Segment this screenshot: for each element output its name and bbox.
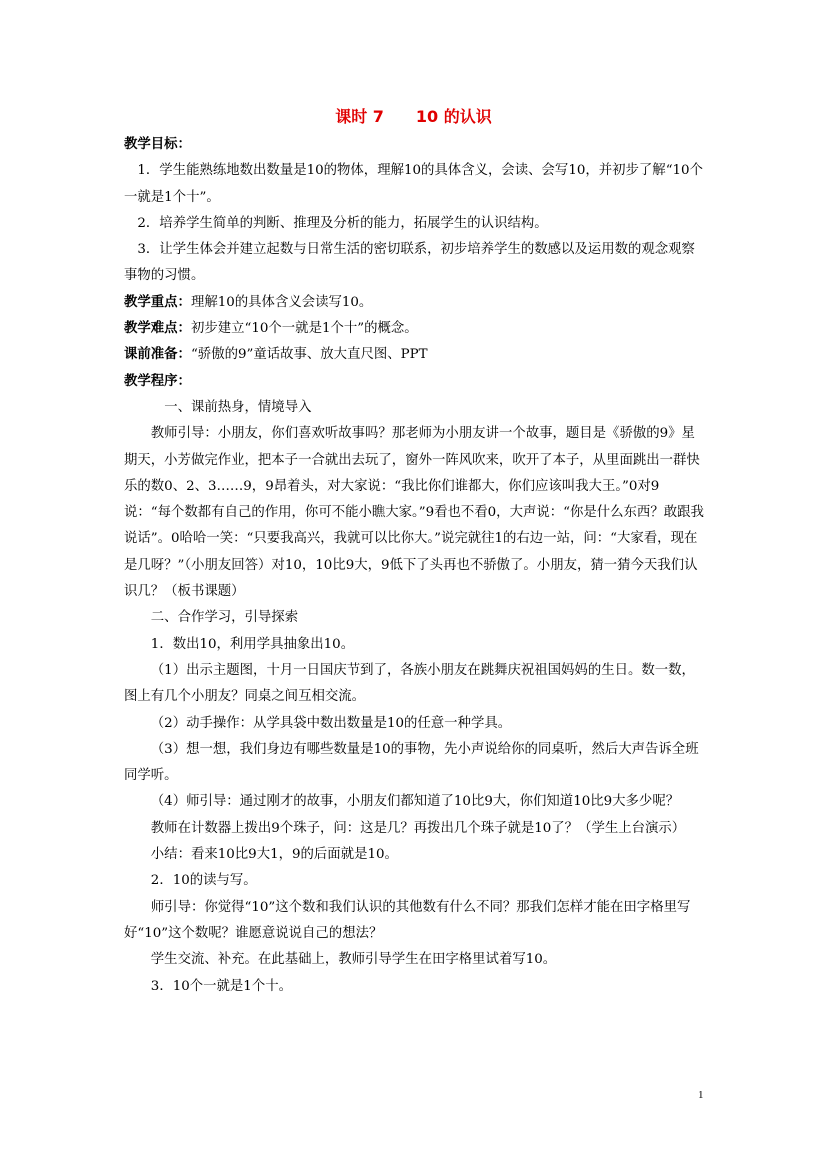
step-2-exchange: 学生交流、补充。在此基础上，教师引导学生在田字格里试着写10。 xyxy=(150,952,557,968)
step-3: 3．10个一就是1个十。 xyxy=(150,978,292,994)
counter-demo: 教师在计数器上拨出9个珠子，问：这是几？再拨出几个珠子就是10了？（学生上台演示） xyxy=(150,820,686,836)
story-paragraph: 教师引导：小朋友，你们喜欢听故事吗？那老师为小朋友讲一个故事，题目是《骄傲的9》星期天，小芳做完作业，把本子一合就出去玩了，窗外一阵风吹来，吹开了本子，从里面跳出一群快乐的数0、2、3……9，9昂着头，对大家说：“我比你们谁都大，你们应该叫我大王。”0对9说：“每个数都有自己的作用，你可不能小瞧大家。”9看也不看0，大声说：“你是什么东西？敢跟我说话”。0哈哈一笑：“只要我高兴，我就可以比你大。”说完就往1的右边一站，问：“大家看，现在是几呀？”（小朋友回答）对10，10比9大，9低下了头再也不骄傲了。小朋友，猜一猜今天我们认识几？（板书课题） xyxy=(124,426,704,600)
step-1-1: （1）出示主题图，十月一日国庆节到了，各族小朋友在跳舞庆祝祖国妈妈的生日。数一数，图上有几个小朋友？同桌之间互相交流。 xyxy=(124,662,695,705)
objective-item-2: 2．培养学生简单的判断、推理及分析的能力，拓展学生的认识结构。 xyxy=(137,215,548,231)
key-point xyxy=(124,290,706,316)
summary: 小结：看来10比9大1，9的后面就是10。 xyxy=(150,847,398,863)
document-body xyxy=(124,132,706,1000)
difficulty-text: 初步建立“10个一就是1个十”的概念。 xyxy=(190,321,418,337)
step-1-4: （4）师引导：通过刚才的故事，小朋友们都知道了10比9大，你们知道10比9大多少呢？ xyxy=(150,794,680,810)
preparation-label: 课前准备： xyxy=(124,347,191,363)
difficulty xyxy=(124,316,706,342)
objective-item-1: 1．学生能熟练地数出数量是10的物体，理解10的具体含义，会读、会写10，并初步了解“10个一就是1个十”。 xyxy=(124,163,703,205)
step-1-2: （2）动手操作：从学具袋中数出数量是10的任意一种学具。 xyxy=(150,715,512,731)
step-2: 2．10的读与写。 xyxy=(150,873,257,889)
section-heading-1: 一、课前热身，情境导入 xyxy=(164,399,312,415)
step-1-3: （3）想一想，我们身边有哪些数量是10的事物，先小声说给你的同桌听，然后大声告诉全班同学听。 xyxy=(124,741,699,784)
section-heading-2: 二、合作学习，引导探索 xyxy=(150,610,299,626)
difficulty-label: 教学难点： xyxy=(124,321,191,337)
procedure-heading: 教学程序： xyxy=(124,373,191,389)
preparation xyxy=(124,342,706,368)
objective-item-3: 3．让学生体会并建立起数与日常生活的密切联系，初步培养学生的数感以及运用数的观念观察事物的习惯。 xyxy=(124,242,695,284)
preparation-text: “骄傲的9”童话故事、放大直尺图、PPT xyxy=(190,347,428,363)
page-number: 1 xyxy=(698,1089,704,1101)
objectives-heading: 教学目标： xyxy=(124,137,191,152)
step-1: 1．数出10，利用学具抽象出10。 xyxy=(150,636,355,652)
page-title: 课时 7 10 的认识 xyxy=(335,107,492,126)
step-2-guide: 师引导：你觉得“10”这个数和我们认识的其他数有什么不同？那我们怎样才能在田字格里写好“10”这个数呢？谁愿意说说自己的想法？ xyxy=(124,899,691,941)
key-point-text: 理解10的具体含义会读写10。 xyxy=(190,294,373,310)
key-point-label: 教学重点： xyxy=(124,294,191,310)
